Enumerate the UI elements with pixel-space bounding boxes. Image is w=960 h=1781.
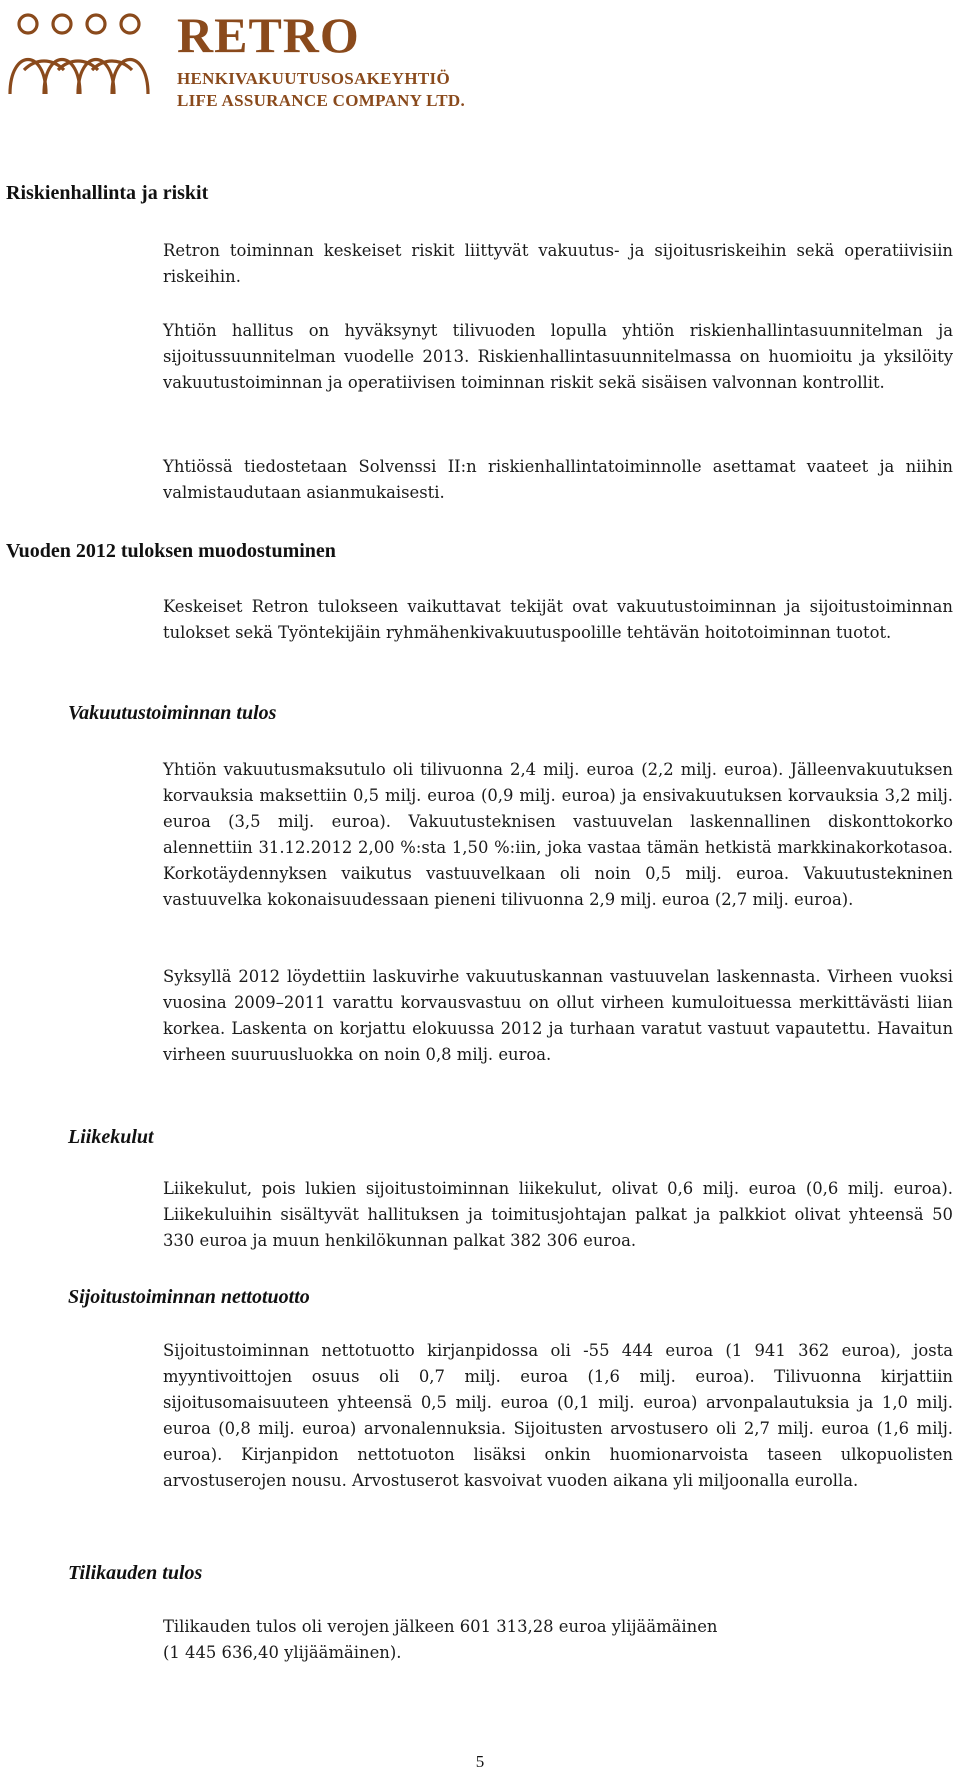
heading-investment-net-return: Sijoitustoiminnan nettotuotto — [68, 1286, 310, 1308]
risks-paragraph-2: Yhtiön hallitus on hyväksynyt tilivuoden lopulla yhtiön riskienhallintasuunnitelman ja sijoitussuunnitelman vuodelle 2013. Riskienhallintasuunnitelmassa on huomioitu ja yksilöity vakuutustoiminnan ja operatiivisen toiminnan riskit sekä sisäisen valvonnan kontrollit. — [163, 321, 953, 392]
result-formation-paragraph: Keskeiset Retron tulokseen vaikuttavat tekijät ovat vakuutustoiminnan ja sijoitustoiminnan tulokset sekä Työntekijäin ryhmähenkivakuutuspoolille tehtävän hoitotoiminnan tuotot. — [163, 597, 953, 642]
period-result-line-1: Tilikauden tulos oli verojen jälkeen 601 313,28 euroa ylijäämäinen — [163, 1617, 718, 1636]
heading-insurance-result: Vakuutustoiminnan tulos — [68, 702, 277, 724]
risks-paragraph-1: Retron toiminnan keskeiset riskit liittyvät vakuutus- ja sijoitusriskeihin sekä operatiivisiin riskeihin. — [163, 241, 953, 286]
expenses-paragraph: Liikekulut, pois lukien sijoitustoiminnan liikekulut, olivat 0,6 milj. euroa (0,6 milj. euroa). Liikekuluihin sisältyvät hallituksen ja toimitusjohtajan palkat ja palkkiot olivat yhteensä 50 330 euroa ja muun henkilökunnan palkat 382 306 euroa. — [163, 1179, 953, 1250]
linked-figures-logo-icon — [6, 8, 166, 100]
heading-period-result: Tilikauden tulos — [68, 1562, 203, 1584]
risks-paragraph-3: Yhtiössä tiedostetaan Solvenssi II:n riskienhallintatoiminnolle asettamat vaateet ja niihin valmistaudutaan asianmukaisesti. — [163, 457, 953, 502]
company-header — [6, 8, 566, 108]
heading-result-formation: Vuoden 2012 tuloksen muodostuminen — [6, 540, 336, 562]
heading-risk-management: Riskienhallinta ja riskit — [6, 182, 209, 204]
period-result-line-2: (1 445 636,40 ylijäämäinen). — [163, 1643, 402, 1662]
brand-name: RETRO — [177, 7, 360, 63]
period-result-paragraph — [163, 1614, 953, 1666]
investment-paragraph: Sijoitustoiminnan nettotuotto kirjanpidossa oli -55 444 euroa (1 941 362 euroa), josta myyntivoittojen osuus oli 0,7 milj. euroa (1,6 milj. euroa). Tilivuonna kirjattiin sijoitusomaisuuteen yhteensä 0,5 milj. euroa (0,1 milj. euroa) arvonpalautuksia ja 1,0 milj. euroa (0,8 milj. euroa) arvonalennuksia. Sijoitusten arvostusero oli 2,7 milj. euroa (1,6 milj. euroa). Kirjanpidon nettotuoton lisäksi onkin huomionarvoista taseen ulkopuolisten arvostuserojen nousu. Arvostuserot kasvoivat vuoden aikana yli miljoonalla eurolla. — [163, 1341, 953, 1490]
brand-subtitle-en: LIFE ASSURANCE COMPANY LTD. — [177, 91, 466, 110]
insurance-paragraph-1: Yhtiön vakuutusmaksutulo oli tilivuonna 2,4 milj. euroa (2,2 milj. euroa). Jälleenvakuutuksen korvauksia maksettiin 0,5 milj. euroa (0,9 milj. euroa) ja ensivakuutuksen korvauksia 3,2 milj. euroa (3,5 milj. euroa). Vakuutusteknisen vastuuvelan laskennallinen diskonttokorko alennettiin 31.12.2012 2,00 %:sta 1,50 %:iin, joka vastaa tämän hetkistä markkinakorkotasoa. Korkotäydennyksen vaikutus vastuuvelkaan oli noin 0,5 milj. euroa. Vakuutustekninen vastuuvelka kokonaisuudessaan pieneni tilivuonna 2,9 milj. euroa (2,7 milj. euroa). — [163, 760, 953, 909]
insurance-paragraph-2: Syksyllä 2012 löydettiin laskuvirhe vakuutuskannan vastuuvelan laskennasta. Virheen vuoksi vuosina 2009–2011 varattu korvausvastuu on ollut virheen kumuloituessa merkittävästi liian korkea. Laskenta on korjattu elokuussa 2012 ja turhaan varatut vastuut vapautettu. Havaitun virheen suuruusluokka on noin 0,8 milj. euroa. — [163, 967, 953, 1064]
brand-subtitle-fi: HENKIVAKUUTUSOSAKEYHTIÖ — [177, 69, 450, 88]
page-number: 5 — [475, 1752, 485, 1771]
heading-operating-expenses: Liikekulut — [68, 1126, 154, 1148]
